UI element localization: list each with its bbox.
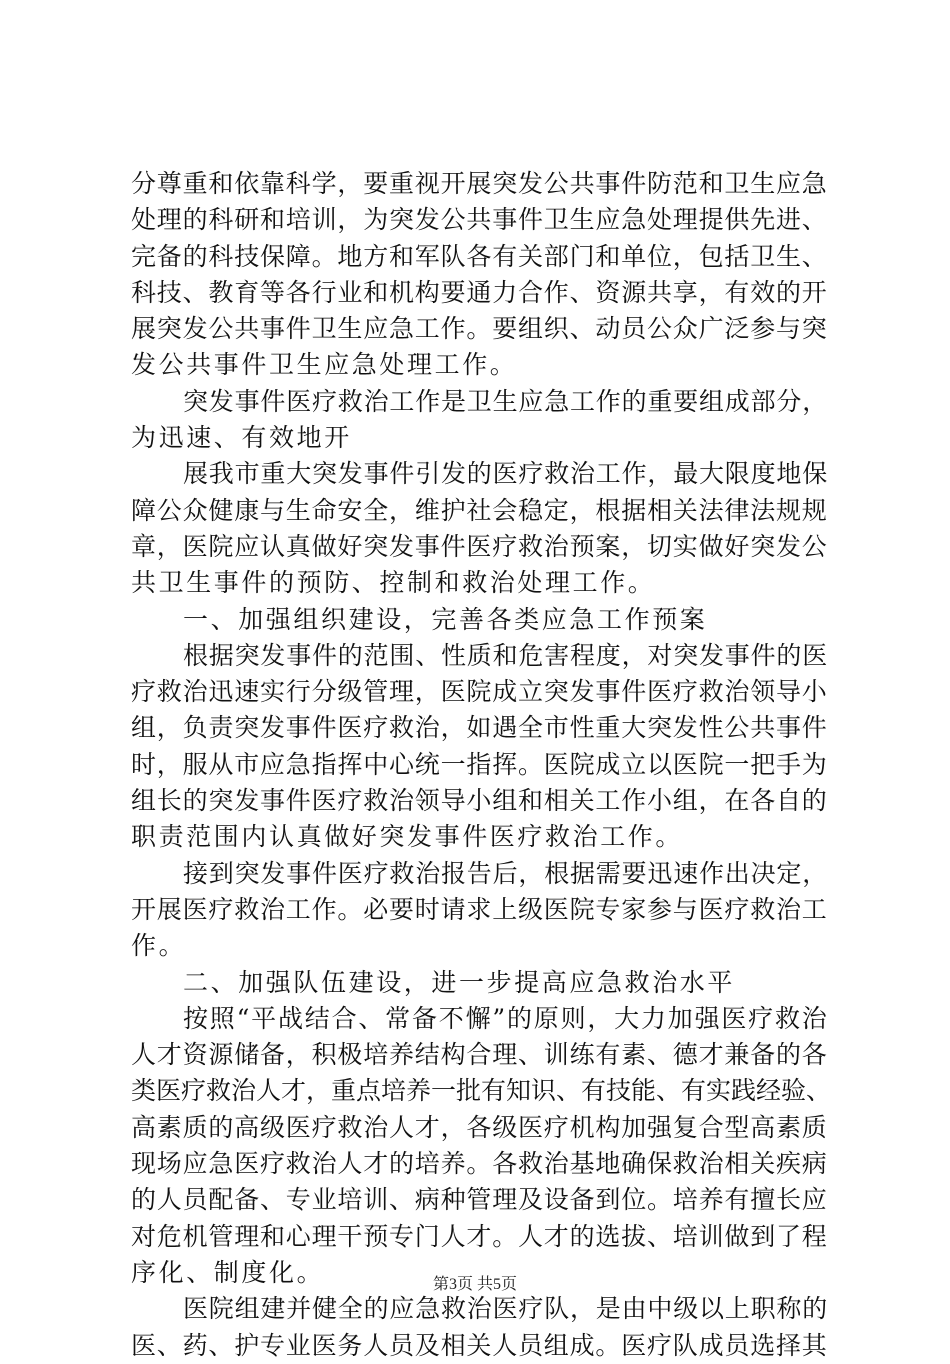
text-line: 为迅速、有效地开 (131, 423, 352, 453)
text-line: 高素质的高级医疗救治人才，各级医疗机构加强复合型高素质 (131, 1112, 828, 1142)
text-line: 作。 (131, 931, 187, 961)
text-line: 展突发公共事件卫生应急工作。要组织、动员公众广泛参与突 (131, 314, 828, 344)
text-line: 医、药、护专业医务人员及相关人员组成。医疗队成员选择其 (131, 1330, 828, 1360)
text-line: 发公共事件卫生应急处理工作。 (131, 350, 518, 380)
document-body (131, 166, 831, 1364)
text-line: 医院组建并健全的应急救治医疗队，是由中级以上职称的 (183, 1294, 829, 1324)
text-line: 一、加强组织建设，完善各类应急工作预案 (183, 604, 708, 634)
text-line: 共卫生事件的预防、控制和救治处理工作。 (131, 568, 656, 598)
text-line: 组长的突发事件医疗救治领导小组和相关工作小组，在各自的 (131, 786, 828, 816)
text-line: 序化、制度化。 (131, 1257, 325, 1287)
text-line: 现场应急医疗救治人才的培养。各救治基地确保救治相关疾病 (131, 1149, 828, 1179)
text-line: 按照“平战结合、常备不懈”的原则，大力加强医疗救治 (183, 1003, 829, 1033)
text-line: 分尊重和依靠科学，要重视开展突发公共事件防范和卫生应急 (131, 169, 828, 198)
text-line: 根据突发事件的范围、性质和危害程度，对突发事件的医 (183, 640, 829, 670)
text-line: 突发事件医疗救治工作是卫生应急工作的重要组成部分， (183, 386, 829, 416)
text-line: 的人员配备、专业培训、病种管理及设备到位。培养有擅长应 (131, 1185, 828, 1215)
text-line: 章，医院应认真做好突发事件医疗救治预案，切实做好突发公 (131, 531, 828, 561)
text-line: 完备的科技保障。地方和军队各有关部门和单位，包括卫生、 (131, 241, 828, 271)
text-line: 对危机管理和心理干预专门人才。人才的选拔、培训做到了程 (131, 1221, 828, 1251)
text-line: 处理的科研和培训，为突发公共事件卫生应急处理提供先进、 (131, 205, 828, 235)
text-line: 时，服从市应急指挥中心统一指挥。医院成立以医院一把手为 (131, 749, 828, 779)
text-line: 障公众健康与生命安全，维护社会稳定，根据相关法律法规规 (131, 495, 828, 525)
text-line: 疗救治迅速实行分级管理，医院成立突发事件医疗救治领导小 (131, 677, 828, 707)
text-line: 展我市重大突发事件引发的医疗救治工作，最大限度地保 (183, 459, 829, 489)
text-line: 类医疗救治人才，重点培养一批有知识、有技能、有实践经验、 (131, 1076, 832, 1106)
text-line: 组，负责突发事件医疗救治，如遇全市性重大突发性公共事件 (131, 713, 828, 743)
text-line: 接到突发事件医疗救治报告后，根据需要迅速作出决定， (183, 858, 829, 888)
text-line: 开展医疗救治工作。必要时请求上级医院专家参与医疗救治工 (131, 894, 828, 924)
text-line: 职责范围内认真做好突发事件医疗救治工作。 (131, 822, 684, 852)
text-line: 人才资源储备，积极培养结构合理、训练有素、德才兼备的各 (131, 1040, 828, 1070)
text-line: 科技、教育等各行业和机构要通力合作、资源共享，有效的开 (131, 277, 828, 307)
text-line: 二、加强队伍建设，进一步提高应急救治水平 (183, 967, 736, 997)
page-footer: 第3页 共5页 (432, 1276, 517, 1293)
